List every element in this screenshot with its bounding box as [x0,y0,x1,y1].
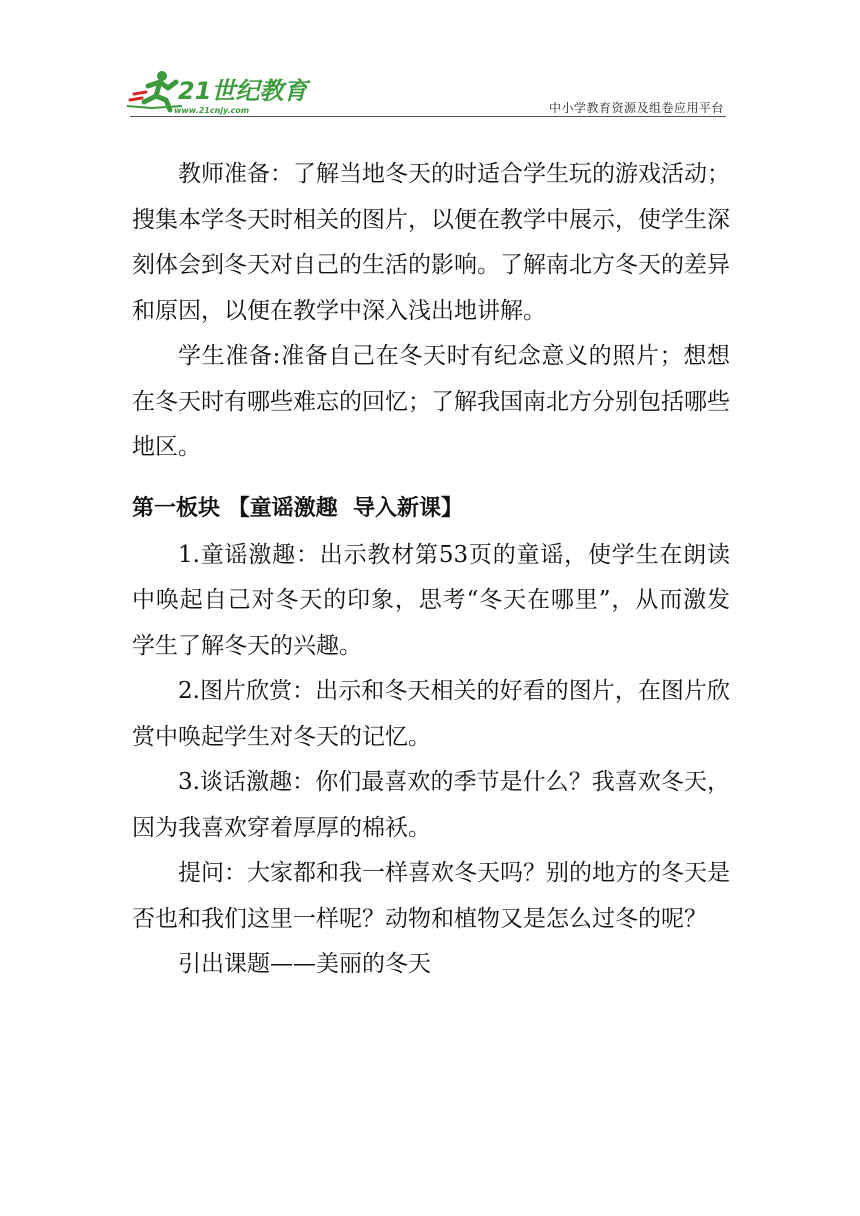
logo-wordmark: 21世纪教育 [178,77,308,105]
section-heading: 第一板块 【童谣激趣 导入新课】 [132,495,463,521]
teacher-prep-paragraph: 教师准备：了解当地冬天的时适合学生玩的游戏活动；搜集本学冬天时相关的图片，以便在教学中展示，使学生深刻体会到冬天对自己的生活的影响。了解南北方冬天的差异和原因，以便在教学中深入浅出地讲解。 [132,161,730,324]
document-body [132,152,730,988]
list-item: 3.谈话激趣：你们最喜欢的季节是什么？我喜欢冬天，因为我喜欢穿着厚厚的棉袄。 [132,769,730,841]
list-item: 2.图片欣赏：出示和冬天相关的好看的图片，在图片欣赏中唤起学生对冬天的记忆。 [132,678,730,750]
student-prep-paragraph: 学生准备:准备自己在冬天时有纪念意义的照片；想想在冬天时有哪些难忘的回忆；了解我国南北方分别包括哪些地区。 [132,343,730,460]
list-item: 1.童谣激趣：出示教材第53页的童谣，使学生在朗读中唤起自己对冬天的印象，思考“冬天在哪里”，从而激发学生了解冬天的兴趣。 [132,541,730,659]
logo [122,66,308,118]
page-header [122,66,726,118]
question-paragraph: 提问：大家都和我一样喜欢冬天吗？别的地方的冬天是否也和我们这里一样呢？动物和植物又是怎么过冬的呢？ [132,860,730,932]
runner-icon [127,71,182,110]
logo-url: www.21cnjy.com [174,106,250,115]
header-tagline: 中小学教育资源及组卷应用平台 [548,101,724,115]
lead-in-line: 引出课题——美丽的冬天 [178,951,431,977]
header-divider [130,116,726,117]
